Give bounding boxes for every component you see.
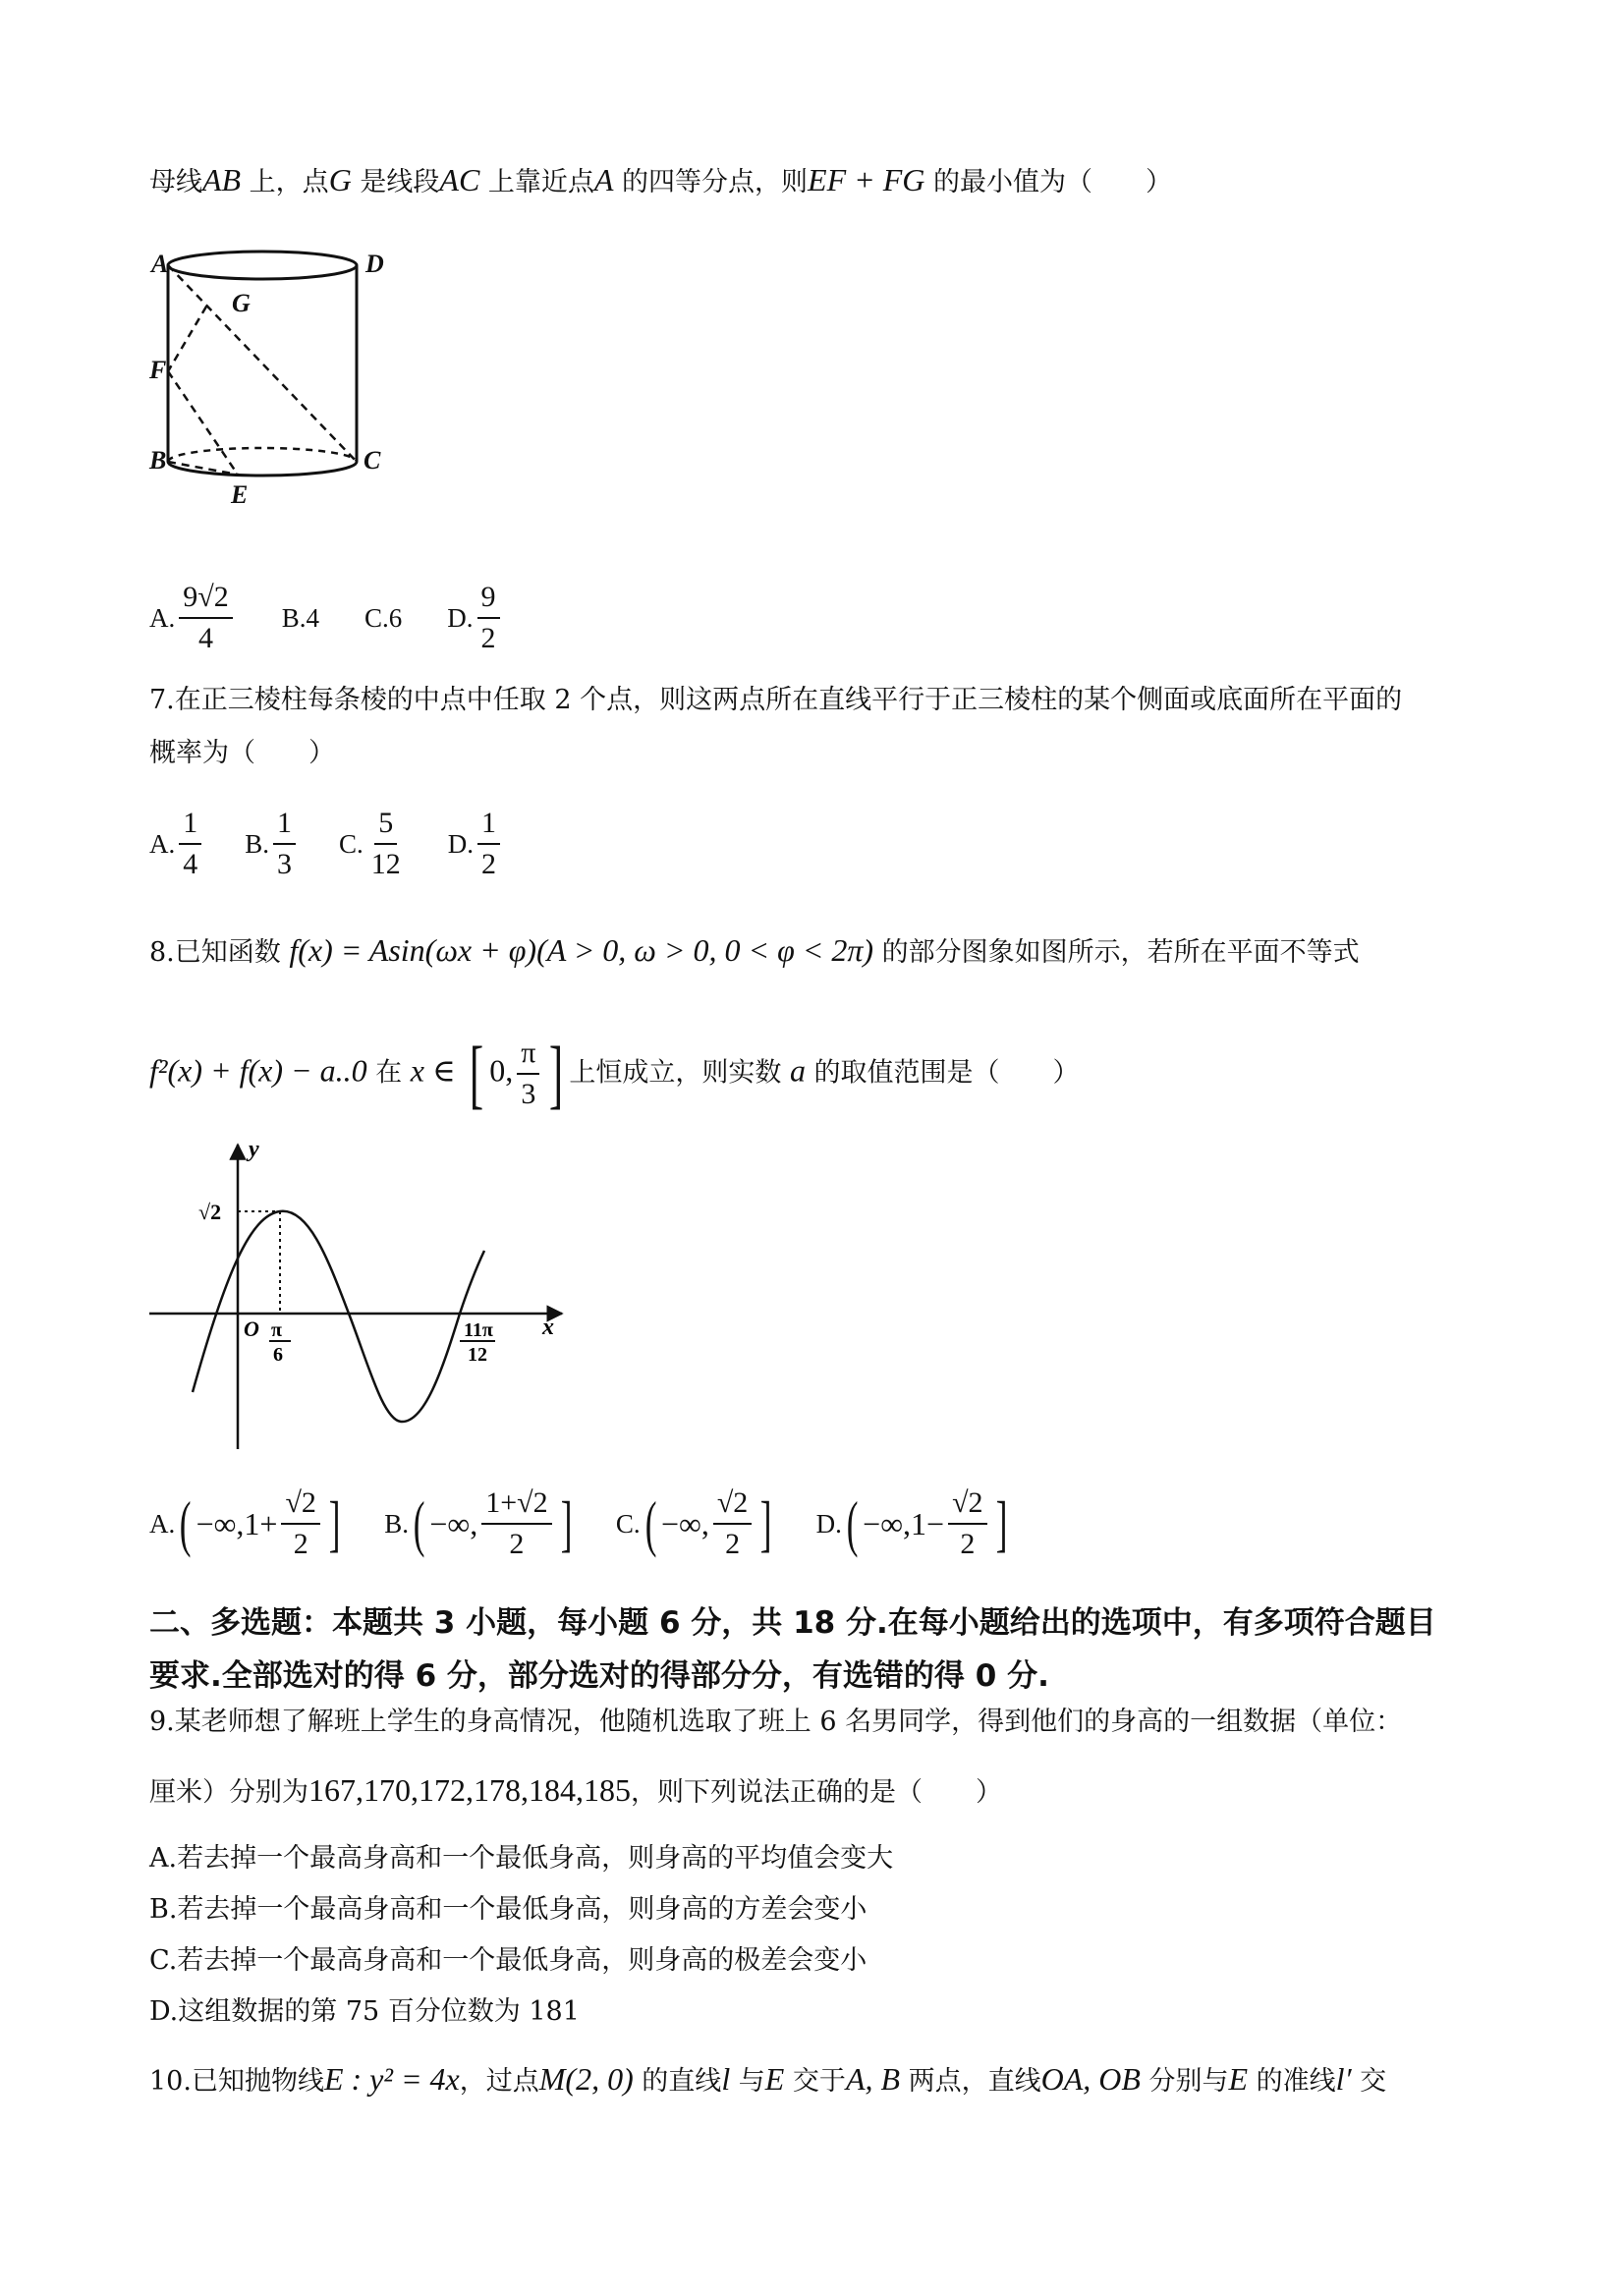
option-label: D. bbox=[815, 1508, 842, 1539]
q7-option-b[interactable] bbox=[245, 804, 300, 884]
q8-text: 的取值范围是（ ） bbox=[805, 1057, 1080, 1089]
option-label: A. bbox=[149, 828, 176, 859]
option-label: C. bbox=[615, 1508, 641, 1539]
cylinder-bottom-back bbox=[168, 448, 357, 462]
q8-option-c[interactable] bbox=[616, 1484, 777, 1564]
label-c: C bbox=[364, 446, 381, 475]
tick-pi-6-den: 6 bbox=[273, 1344, 283, 1366]
fraction bbox=[713, 1484, 752, 1564]
q6-text: 上靠近点 bbox=[479, 167, 594, 197]
right-bracket: ] bbox=[328, 1488, 341, 1558]
q6-text: 是线段 bbox=[351, 167, 440, 197]
q10-points-ab: A, B bbox=[845, 2061, 901, 2097]
q9-option-c[interactable]: C.若去掉一个最高身高和一个最低身高，则身高的极差会变小 bbox=[149, 1945, 867, 1976]
q8-stem-line1 bbox=[149, 930, 1360, 973]
q8-text: 上恒成立，则实数 bbox=[569, 1057, 790, 1089]
right-bracket: ] bbox=[549, 1031, 564, 1116]
q10-text: 两点，直线 bbox=[900, 2066, 1041, 2097]
q10-text: 交 bbox=[1351, 2066, 1387, 2097]
q6-math-g: G bbox=[328, 162, 352, 197]
q8-function: f(x) = Asin(ωx + φ)(A > 0, ω > 0, 0 < φ < 2π) bbox=[289, 932, 874, 968]
q6-math-ac: AC bbox=[439, 162, 480, 197]
q10-text: 与 bbox=[730, 2066, 765, 2097]
q8-text: 8.已知函数 bbox=[149, 937, 281, 968]
q9-stem-line1: 9.某老师想了解班上学生的身高情况，他随机选取了班上 6 名男同学，得到他们的身高的一组数据（单位： bbox=[149, 1707, 1403, 1737]
fraction bbox=[477, 578, 500, 658]
q7-option-c[interactable] bbox=[339, 804, 409, 884]
fraction bbox=[477, 804, 500, 884]
option-label: B. bbox=[245, 828, 270, 859]
q8-text: 的部分图象如图所示，若所在平面不等式 bbox=[873, 937, 1360, 968]
fraction bbox=[179, 804, 201, 884]
q8-stem-line2 bbox=[149, 1031, 1080, 1116]
fraction bbox=[948, 1484, 986, 1564]
sine-graph bbox=[147, 1135, 570, 1459]
q8-math-a: a bbox=[789, 1052, 806, 1089]
origin-label: O bbox=[244, 1316, 259, 1341]
denominator: 2 bbox=[960, 1528, 976, 1560]
fraction bbox=[281, 1484, 319, 1564]
left-paren: ( bbox=[180, 1488, 192, 1558]
option-label: A. bbox=[149, 1508, 176, 1539]
q7-option-d[interactable] bbox=[448, 804, 504, 884]
q10-stem bbox=[149, 2059, 1386, 2101]
fraction bbox=[367, 804, 405, 884]
q9-text: ，则下列说法正确的是（ ） bbox=[631, 1777, 1002, 1808]
denominator: 2 bbox=[481, 848, 497, 880]
denominator: 12 bbox=[370, 848, 401, 880]
numerator: 1 bbox=[477, 804, 500, 845]
label-g: G bbox=[232, 289, 251, 317]
q8-option-d[interactable] bbox=[816, 1484, 1012, 1564]
interval-left: −∞, bbox=[660, 1505, 709, 1541]
q10-text: 的直线 bbox=[633, 2066, 722, 2097]
q8-option-a[interactable] bbox=[149, 1484, 345, 1564]
q10-point-m: M(2, 0) bbox=[538, 2061, 634, 2097]
q10-text: ，过点 bbox=[459, 2066, 539, 2097]
x-axis-label: x bbox=[542, 1315, 554, 1340]
fraction bbox=[481, 1484, 551, 1564]
cylinder-top-ellipse bbox=[168, 252, 357, 279]
q9-stem-line2 bbox=[149, 1770, 1002, 1813]
label-a: A bbox=[151, 250, 169, 278]
interval-left: −∞,1− bbox=[863, 1505, 945, 1541]
fraction bbox=[273, 804, 296, 884]
q9-option-b[interactable]: B.若去掉一个最高身高和一个最低身高，则身高的方差会变小 bbox=[149, 1894, 867, 1925]
numerator: 1 bbox=[273, 804, 296, 845]
denominator: 2 bbox=[509, 1528, 525, 1560]
numerator: 9 bbox=[477, 578, 500, 619]
q10-text: 分别与 bbox=[1140, 2066, 1229, 2097]
q8-options bbox=[149, 1484, 1012, 1564]
q6-text: 母线 bbox=[149, 167, 202, 197]
option-label: B.4 bbox=[281, 602, 319, 633]
segment-gf bbox=[168, 307, 206, 371]
interval-left: −∞, bbox=[429, 1505, 478, 1541]
option-label: B. bbox=[384, 1508, 410, 1539]
q6-stem bbox=[149, 160, 1172, 202]
q10-line-l: l bbox=[721, 2061, 731, 2097]
cylinder-bottom-front bbox=[168, 462, 357, 476]
denominator: 3 bbox=[521, 1078, 536, 1110]
fraction bbox=[179, 578, 232, 658]
option-label: D. bbox=[447, 828, 475, 859]
label-d: D bbox=[365, 250, 384, 278]
denominator: 2 bbox=[725, 1528, 741, 1560]
q7-stem-line1: 7.在正三棱柱每条棱的中点中任取 2 个点，则这两点所在直线平行于正三棱柱的某个侧面或底面所在平面的 bbox=[149, 685, 1403, 715]
peak-value-label: √2 bbox=[198, 1200, 222, 1224]
left-bracket: [ bbox=[470, 1031, 484, 1116]
numerator: √2 bbox=[948, 1484, 986, 1525]
q6-math-a: A bbox=[593, 162, 614, 197]
label-b: B bbox=[149, 446, 167, 475]
section-heading-line2: 要求.全部选对的得 6 分，部分选对的得部分分，有选错的得 0 分. bbox=[149, 1658, 1049, 1694]
q7-options bbox=[149, 804, 504, 884]
q6-math-ab: AB bbox=[202, 162, 242, 197]
sine-curve bbox=[193, 1211, 484, 1422]
numerator: 1 bbox=[179, 804, 201, 845]
q9-data: 167,170,172,178,184,185 bbox=[308, 1772, 631, 1808]
q10-lines-oaob: OA, OB bbox=[1040, 2061, 1141, 2097]
interval-left: 0, bbox=[489, 1052, 514, 1089]
tick-11pi-12-num: 11π bbox=[464, 1319, 493, 1341]
q6-option-a[interactable] bbox=[149, 578, 237, 658]
label-f: F bbox=[149, 356, 167, 384]
fraction bbox=[517, 1034, 539, 1114]
interval-left: −∞,1+ bbox=[196, 1505, 278, 1541]
q10-equation: E : y² = 4x bbox=[323, 2061, 460, 2097]
numerator: √2 bbox=[281, 1484, 319, 1525]
q6-option-c[interactable] bbox=[364, 603, 402, 634]
right-bracket: ] bbox=[995, 1488, 1008, 1558]
right-bracket: ] bbox=[760, 1488, 772, 1558]
q8-option-b[interactable] bbox=[384, 1484, 577, 1564]
q6-options bbox=[149, 578, 504, 658]
tick-11pi-12-den: 12 bbox=[468, 1344, 487, 1366]
option-label: A. bbox=[149, 602, 176, 633]
numerator: 9√2 bbox=[179, 578, 232, 619]
q9-option-a[interactable]: A.若去掉一个最高身高和一个最低身高，则身高的平均值会变大 bbox=[149, 1843, 894, 1874]
q8-inequality: f²(x) + f(x) − a..0 bbox=[149, 1052, 367, 1089]
right-bracket: ] bbox=[560, 1488, 573, 1558]
numerator: π bbox=[517, 1034, 539, 1075]
numerator: 1+√2 bbox=[481, 1484, 551, 1525]
left-paren: ( bbox=[413, 1488, 425, 1558]
q6-text: 上，点 bbox=[241, 167, 329, 197]
q6-math-expr: EF + FG bbox=[808, 162, 925, 197]
denominator: 4 bbox=[183, 848, 198, 880]
q6-option-d[interactable] bbox=[447, 578, 503, 658]
q6-text: 的最小值为（ ） bbox=[924, 167, 1172, 197]
y-axis-label: y bbox=[249, 1137, 259, 1162]
q10-text: 10.已知抛物线 bbox=[149, 2066, 324, 2097]
q7-option-a[interactable] bbox=[149, 804, 205, 884]
q9-text: 厘米）分别为 bbox=[149, 1777, 308, 1808]
segment-fe bbox=[168, 371, 238, 475]
left-paren: ( bbox=[644, 1488, 657, 1558]
numerator: 5 bbox=[374, 804, 397, 845]
q10-math-e: E bbox=[1228, 2061, 1249, 2097]
tick-pi-6-num: π bbox=[271, 1319, 282, 1341]
denominator: 2 bbox=[293, 1528, 308, 1560]
denominator: 2 bbox=[480, 622, 496, 654]
q8-math-x: x ∈ bbox=[410, 1052, 456, 1089]
q9-option-d[interactable]: D.这组数据的第 75 百分位数为 181 bbox=[149, 1996, 580, 2027]
q7-stem-line2: 概率为（ ） bbox=[149, 738, 335, 768]
segment-ac bbox=[168, 265, 357, 462]
section-heading-line1: 二、多选题：本题共 3 小题，每小题 6 分，共 18 分.在每小题给出的选项中，有多项符合题目 bbox=[149, 1605, 1436, 1641]
option-label: D. bbox=[447, 602, 474, 633]
q6-option-b[interactable] bbox=[282, 603, 319, 634]
numerator: √2 bbox=[713, 1484, 752, 1525]
left-paren: ( bbox=[846, 1488, 859, 1558]
q10-text: 的准线 bbox=[1248, 2066, 1336, 2097]
label-e: E bbox=[231, 480, 249, 509]
q10-directrix: l′ bbox=[1335, 2061, 1352, 2097]
denominator: 3 bbox=[277, 848, 293, 880]
q6-text: 的四等分点，则 bbox=[613, 167, 809, 197]
denominator: 4 bbox=[197, 622, 213, 654]
option-label: C.6 bbox=[364, 602, 403, 633]
q8-text: 在 bbox=[366, 1057, 411, 1089]
q10-math-e: E bbox=[764, 2061, 785, 2097]
q10-text: 交于 bbox=[784, 2066, 846, 2097]
cylinder-figure bbox=[147, 236, 442, 521]
option-label: C. bbox=[339, 828, 364, 859]
